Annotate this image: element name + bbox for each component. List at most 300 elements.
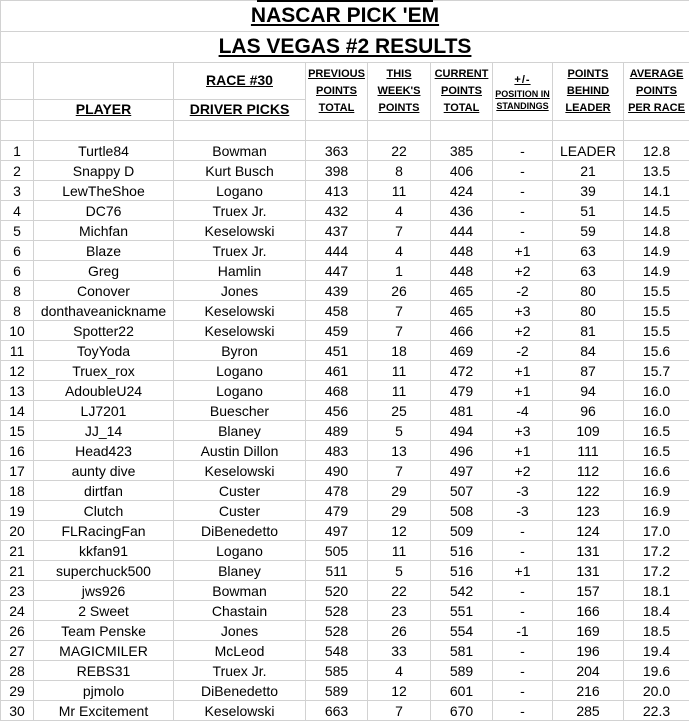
table-row [1,321,689,341]
driver-picks-label: DRIVER PICKS [189,101,290,117]
position-change-cell: +1 [493,441,553,461]
previous-points-line2: POINTS [316,85,357,97]
table-row [1,441,689,461]
rank-cell: 11 [1,341,34,361]
current-points-cell: 448 [431,261,493,281]
average-points-cell: 16.5 [624,441,689,461]
this-week-points-cell: 25 [368,401,431,421]
player-cell: LewTheShoe [34,181,174,201]
current-points-cell: 496 [431,441,493,461]
page-subtitle: LAS VEGAS #2 RESULTS [1,32,689,63]
current-points-cell: 542 [431,581,493,601]
position-change-cell: -3 [493,501,553,521]
position-change-cell: +2 [493,261,553,281]
previous-points-cell: 489 [306,421,368,441]
player-cell: LJ7201 [34,401,174,421]
rank-cell: 19 [1,501,34,521]
previous-points-cell: 437 [306,221,368,241]
position-change-line1: +/- [514,73,531,86]
player-cell: Head423 [34,441,174,461]
points-behind-line3: LEADER [565,102,611,114]
player-cell: aunty dive [34,461,174,481]
rank-cell: 15 [1,421,34,441]
this-week-points-cell: 11 [368,181,431,201]
average-points-cell: 20.0 [624,681,689,701]
previous-points-cell: 458 [306,301,368,321]
position-change-cell: +2 [493,321,553,341]
driver-pick-cell: Keselowski [174,321,306,341]
average-points-cell: 14.8 [624,221,689,241]
player-cell: MAGICMILER [34,641,174,661]
average-points-cell: 22.3 [624,701,689,721]
this-week-points-cell: 4 [368,661,431,681]
table-row [1,301,689,321]
table-header [1,1,689,141]
current-points-cell: 554 [431,621,493,641]
previous-points-cell: 468 [306,381,368,401]
table-row [1,421,689,441]
table-row [1,461,689,481]
points-behind-cell: 59 [553,221,624,241]
position-change-cell: - [493,181,553,201]
rank-cell: 20 [1,521,34,541]
position-change-line2: POSITION IN [495,88,550,99]
rank-header-blank [1,63,34,100]
table-row [1,161,689,181]
position-change-cell: -2 [493,341,553,361]
average-points-cell: 15.5 [624,321,689,341]
previous-points-cell: 483 [306,441,368,461]
previous-points-cell: 444 [306,241,368,261]
points-behind-cell: 157 [553,581,624,601]
previous-points-cell: 505 [306,541,368,561]
position-change-cell: - [493,641,553,661]
average-points-cell: 15.5 [624,281,689,301]
rank-cell: 8 [1,281,34,301]
current-points-cell: 581 [431,641,493,661]
this-week-points-cell: 7 [368,301,431,321]
position-change-cell: - [493,161,553,181]
current-points-cell: 497 [431,461,493,481]
points-behind-cell: 39 [553,181,624,201]
driver-pick-cell: Jones [174,281,306,301]
this-week-points-cell: 5 [368,561,431,581]
this-week-points-cell: 7 [368,701,431,721]
this-weeks-line2: WEEK'S [377,85,421,97]
driver-pick-cell: McLeod [174,641,306,661]
spacer-cell [493,121,553,141]
this-week-points-cell: 7 [368,461,431,481]
average-points-cell: 12.8 [624,141,689,161]
average-points-cell: 16.9 [624,501,689,521]
points-behind-cell: 123 [553,501,624,521]
player-cell: superchuck500 [34,561,174,581]
subtitle-row [1,32,689,63]
page-title: NASCAR PICK 'EM [1,1,689,32]
rank-cell: 16 [1,441,34,461]
driver-pick-cell: Logano [174,541,306,561]
driver-picks-header [174,100,306,121]
points-behind-cell: 84 [553,341,624,361]
current-points-cell: 481 [431,401,493,421]
player-cell: jws926 [34,581,174,601]
current-points-line2: POINTS [441,85,482,97]
driver-pick-cell: Logano [174,361,306,381]
table-row [1,701,689,721]
rank-cell: 8 [1,301,34,321]
points-behind-cell: LEADER [553,141,624,161]
current-points-cell: 472 [431,361,493,381]
this-week-points-cell: 8 [368,161,431,181]
previous-points-cell: 413 [306,181,368,201]
driver-pick-cell: Truex Jr. [174,241,306,261]
points-behind-cell: 131 [553,541,624,561]
spacer-cell [553,121,624,141]
position-change-line3: STANDINGS [496,100,549,111]
player-cell: ToyYoda [34,341,174,361]
average-points-cell: 14.5 [624,201,689,221]
position-change-cell: -1 [493,621,553,641]
average-points-cell: 16.0 [624,381,689,401]
current-points-cell: 509 [431,521,493,541]
current-points-cell: 508 [431,501,493,521]
points-behind-cell: 109 [553,421,624,441]
driver-pick-cell: Buescher [174,401,306,421]
previous-points-cell: 439 [306,281,368,301]
player-cell: Clutch [34,501,174,521]
rank-cell: 18 [1,481,34,501]
driver-pick-cell: Custer [174,481,306,501]
table-row [1,281,689,301]
position-change-cell: - [493,581,553,601]
this-week-points-cell: 12 [368,521,431,541]
driver-pick-cell: Austin Dillon [174,441,306,461]
points-behind-cell: 80 [553,301,624,321]
previous-points-cell: 363 [306,141,368,161]
points-behind-cell: 63 [553,261,624,281]
table-row [1,201,689,221]
average-points-cell: 14.9 [624,241,689,261]
average-points-cell: 13.5 [624,161,689,181]
driver-pick-cell: Bowman [174,141,306,161]
average-points-cell: 18.4 [624,601,689,621]
player-cell: AdoubleU24 [34,381,174,401]
table-row [1,501,689,521]
position-change-cell: -2 [493,281,553,301]
current-points-cell: 551 [431,601,493,621]
this-week-points-cell: 18 [368,341,431,361]
rank-cell: 4 [1,201,34,221]
previous-points-cell: 478 [306,481,368,501]
points-behind-cell: 111 [553,441,624,461]
driver-pick-cell: Logano [174,181,306,201]
points-behind-cell: 124 [553,521,624,541]
current-points-cell: 469 [431,341,493,361]
previous-points-cell: 451 [306,341,368,361]
rank-cell: 27 [1,641,34,661]
driver-pick-cell: Keselowski [174,221,306,241]
spacer-cell [624,121,689,141]
current-points-cell: 516 [431,541,493,561]
position-change-cell: +3 [493,301,553,321]
this-week-points-cell: 11 [368,361,431,381]
previous-points-cell: 511 [306,561,368,581]
average-points-cell: 14.1 [624,181,689,201]
this-weeks-line3: POINTS [378,102,420,114]
average-points-cell: 15.6 [624,341,689,361]
previous-points-cell: 398 [306,161,368,181]
rank-cell: 30 [1,701,34,721]
position-change-cell: - [493,201,553,221]
points-behind-cell: 21 [553,161,624,181]
table-row [1,601,689,621]
rank-cell: 21 [1,541,34,561]
rank-cell: 21 [1,561,34,581]
position-change-cell: - [493,521,553,541]
table-row [1,401,689,421]
player-cell: donthaveanickname [34,301,174,321]
points-behind-line1: POINTS [567,68,609,80]
this-week-points-cell: 29 [368,481,431,501]
driver-pick-cell: Hamlin [174,261,306,281]
driver-pick-cell: Truex Jr. [174,661,306,681]
driver-pick-cell: Byron [174,341,306,361]
rank-cell: 26 [1,621,34,641]
previous-points-cell: 447 [306,261,368,281]
table-body [1,141,689,721]
rank-cell: 12 [1,361,34,381]
points-behind-line2: BEHIND [566,85,610,97]
average-points-cell: 19.6 [624,661,689,681]
average-points-line1: AVERAGE [629,68,684,80]
driver-pick-cell: Keselowski [174,461,306,481]
this-week-points-cell: 4 [368,241,431,261]
average-points-cell: 18.5 [624,621,689,641]
average-points-line2: POINTS [636,85,677,97]
player-cell: Team Penske [34,621,174,641]
table-row [1,341,689,361]
table-row [1,581,689,601]
previous-points-cell: 585 [306,661,368,681]
rank-cell: 29 [1,681,34,701]
rank-header-blank2 [1,100,34,121]
driver-pick-cell: Logano [174,381,306,401]
average-points-cell: 19.4 [624,641,689,661]
position-change-cell: -3 [493,481,553,501]
rank-cell: 28 [1,661,34,681]
rank-cell: 23 [1,581,34,601]
current-points-cell: 507 [431,481,493,501]
current-points-cell: 465 [431,281,493,301]
points-behind-cell: 94 [553,381,624,401]
spacer-cell [34,121,174,141]
player-cell: Greg [34,261,174,281]
driver-pick-cell: Jones [174,621,306,641]
this-week-points-cell: 12 [368,681,431,701]
position-change-cell: +1 [493,241,553,261]
this-week-points-cell: 23 [368,601,431,621]
table-row [1,621,689,641]
current-points-cell: 424 [431,181,493,201]
average-points-cell: 17.0 [624,521,689,541]
average-points-cell: 17.2 [624,541,689,561]
average-points-cell: 16.6 [624,461,689,481]
previous-points-cell: 589 [306,681,368,701]
spacer-cell [174,121,306,141]
driver-pick-cell: DiBenedetto [174,521,306,541]
position-change-cell: - [493,601,553,621]
table-row [1,481,689,501]
this-week-points-cell: 26 [368,281,431,301]
player-cell: Michfan [34,221,174,241]
current-points-cell: 448 [431,241,493,261]
this-week-points-cell: 7 [368,221,431,241]
rank-cell: 6 [1,261,34,281]
current-points-cell: 444 [431,221,493,241]
table-row [1,541,689,561]
player-cell: REBS31 [34,661,174,681]
driver-pick-cell: Keselowski [174,301,306,321]
player-cell: Conover [34,281,174,301]
current-points-cell: 465 [431,301,493,321]
average-points-cell: 14.9 [624,261,689,281]
previous-points-cell: 528 [306,601,368,621]
position-change-cell: - [493,221,553,241]
current-points-cell: 516 [431,561,493,581]
average-points-line3: PER RACE [628,102,685,114]
player-cell: Truex_rox [34,361,174,381]
table-row [1,221,689,241]
average-points-cell: 15.5 [624,301,689,321]
points-behind-cell: 63 [553,241,624,261]
points-behind-cell: 196 [553,641,624,661]
points-behind-cell: 96 [553,401,624,421]
player-cell: Spotter22 [34,321,174,341]
driver-pick-cell: DiBenedetto [174,681,306,701]
this-week-points-cell: 5 [368,421,431,441]
current-points-header [431,63,493,121]
points-behind-cell: 112 [553,461,624,481]
previous-points-cell: 497 [306,521,368,541]
this-week-points-cell: 22 [368,581,431,601]
current-points-cell: 466 [431,321,493,341]
player-cell: Snappy D [34,161,174,181]
points-behind-cell: 81 [553,321,624,341]
position-change-cell: +3 [493,421,553,441]
player-cell: Turtle84 [34,141,174,161]
average-points-cell: 16.5 [624,421,689,441]
previous-points-line3: TOTAL [318,102,355,114]
points-behind-cell: 87 [553,361,624,381]
current-points-cell: 601 [431,681,493,701]
cropped-title-underline-bar [257,0,433,2]
position-change-cell: +2 [493,461,553,481]
rank-cell: 3 [1,181,34,201]
race-number-label: RACE #30 [206,72,273,88]
driver-pick-cell: Keselowski [174,701,306,721]
this-week-points-cell: 13 [368,441,431,461]
table-row [1,141,689,161]
previous-points-cell: 490 [306,461,368,481]
this-week-points-cell: 4 [368,201,431,221]
rank-cell: 24 [1,601,34,621]
average-points-header [624,63,689,121]
previous-points-cell: 520 [306,581,368,601]
position-change-cell: +1 [493,361,553,381]
position-change-cell: -4 [493,401,553,421]
current-points-cell: 385 [431,141,493,161]
position-change-header [493,63,553,121]
position-change-cell: - [493,681,553,701]
driver-pick-cell: Bowman [174,581,306,601]
position-change-cell: - [493,701,553,721]
previous-points-header [306,63,368,121]
table-row [1,681,689,701]
player-cell: pjmolo [34,681,174,701]
this-weeks-points-header [368,63,431,121]
previous-points-cell: 548 [306,641,368,661]
player-cell: dirtfan [34,481,174,501]
points-behind-cell: 204 [553,661,624,681]
previous-points-cell: 432 [306,201,368,221]
spacer-cell [368,121,431,141]
table-row [1,561,689,581]
rank-cell: 17 [1,461,34,481]
points-behind-cell: 169 [553,621,624,641]
table-row [1,641,689,661]
points-behind-cell: 131 [553,561,624,581]
spacer-cell [306,121,368,141]
points-behind-cell: 122 [553,481,624,501]
this-week-points-cell: 1 [368,261,431,281]
this-week-points-cell: 26 [368,621,431,641]
table-row [1,381,689,401]
player-label: PLAYER [75,101,132,117]
points-behind-cell: 80 [553,281,624,301]
current-points-line3: TOTAL [443,102,480,114]
table-row [1,261,689,281]
player-header [34,100,174,121]
this-weeks-line1: THIS [386,68,412,80]
table-row [1,521,689,541]
points-behind-header [553,63,624,121]
driver-pick-cell: Blaney [174,421,306,441]
this-week-points-cell: 29 [368,501,431,521]
rank-cell: 10 [1,321,34,341]
rank-cell: 14 [1,401,34,421]
current-points-cell: 436 [431,201,493,221]
previous-points-line1: PREVIOUS [308,68,365,80]
current-points-cell: 494 [431,421,493,441]
player-cell: JJ_14 [34,421,174,441]
average-points-cell: 16.9 [624,481,689,501]
previous-points-cell: 461 [306,361,368,381]
position-change-cell: - [493,141,553,161]
driver-pick-cell: Kurt Busch [174,161,306,181]
current-points-cell: 589 [431,661,493,681]
previous-points-cell: 459 [306,321,368,341]
player-cell: Mr Excitement [34,701,174,721]
previous-points-cell: 456 [306,401,368,421]
previous-points-cell: 663 [306,701,368,721]
spacer-cell [1,121,34,141]
this-week-points-cell: 11 [368,381,431,401]
position-change-cell: +1 [493,561,553,581]
position-change-cell: - [493,661,553,681]
driver-pick-cell: Custer [174,501,306,521]
player-header-blank [34,63,174,100]
average-points-cell: 15.7 [624,361,689,381]
